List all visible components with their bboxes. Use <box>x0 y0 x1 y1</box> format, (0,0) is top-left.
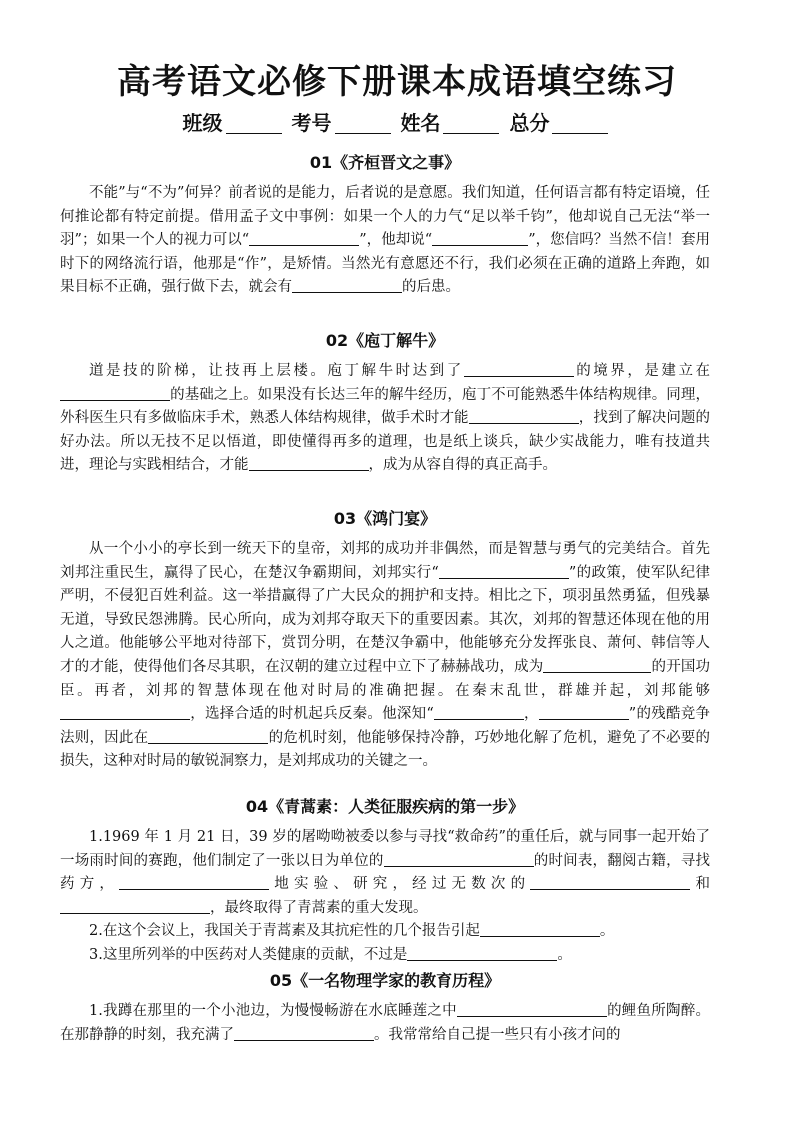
text-run: 的境界，是建立在 <box>573 363 711 379</box>
text-run: 道是技的阶梯，让技再上层楼。庖丁解牛时达到了 <box>89 363 464 379</box>
text-run: ，选择合适的时机起兵反秦。他深知“ <box>190 706 434 723</box>
fill-blank[interactable] <box>60 897 210 914</box>
text-run: ”，他却说“ <box>359 232 433 249</box>
section-heading: 03《鸿门宴》 <box>333 509 437 528</box>
fill-blank[interactable] <box>457 1000 607 1017</box>
name-blank[interactable] <box>443 113 499 134</box>
class-label: 班级 <box>182 111 223 135</box>
number-blank[interactable] <box>335 113 391 134</box>
text-run: 。 <box>557 946 572 963</box>
text-run: ， <box>523 706 539 723</box>
score-blank[interactable] <box>552 113 608 134</box>
text-run: ”的政策，使军队纪律严明，不侵犯百姓利益。这一举措赢得了广大民众的拥护和支持。相比之下，项羽虽然勇猛，但残暴无道，导致民怨沸腾。民心所向，成为刘邦夺取天下的重要因素。其次，刘邦的智慧还体现在他的用人之道。他能够公平地对待部下，赏罚分明，在楚汉争霸中，他能够充分发挥张良、萧何、韩信等人才的才能，使得他们各尽其职，在汉朝的建立过程中立下了赫赫战功，成为 <box>60 564 710 675</box>
score-label: 总分 <box>509 111 550 135</box>
section-01 <box>60 152 710 300</box>
section-paragraph <box>60 182 710 300</box>
fill-blank[interactable] <box>384 850 534 867</box>
text-run: 的鲤鱼所陶醉。在那静静的时刻，我充满了 <box>60 1003 711 1043</box>
text-run: 的危机时刻，他能够保持冷静，巧妙地化解了危机，避免了不必要的损失，这种对时局的敏锐洞察力，是刘邦成功的关键之一。 <box>60 729 711 770</box>
fill-blank[interactable] <box>234 1024 374 1041</box>
text-run: 不能”与“不为”何异？前者说的是能力，后者说的是意愿。我们知道，任何语言都有特定语境，任何推论都有特定前提。借用孟子文中事例：如果一个人的力气“足以举千钧”，他却说自己无法“举一羽”；如果一个人的视力可以“ <box>60 185 710 249</box>
question-item-3 <box>60 944 710 968</box>
section-02 <box>60 330 710 478</box>
fill-blank[interactable] <box>60 703 190 720</box>
class-blank[interactable] <box>226 113 282 134</box>
page-title: 高考语文必修下册课本成语填空练习 <box>117 62 677 102</box>
text-run: 地实验、研究，经过无数次的 <box>269 876 531 893</box>
number-label: 考号 <box>291 111 332 135</box>
fill-blank[interactable] <box>539 703 629 720</box>
text-run: 2.在这个会议上，我国关于青蒿素及其抗疟性的几个报告引起 <box>89 923 480 940</box>
fill-blank[interactable] <box>530 873 690 890</box>
text-run: 从一个小小的亭长到一统天下的皇帝，刘邦的成功并非偶然，而是智慧与勇气的完美结合。首先刘邦注重民生，赢得了民心，在楚汉争霸期间，刘邦实行“ <box>60 541 710 581</box>
fill-blank[interactable] <box>249 229 359 246</box>
fill-blank[interactable] <box>148 727 268 744</box>
text-run: ，找到了解决问题的好办法。所以无技不足以悟道，即使懂得再多的道理，也是纸上谈兵，缺少实战能力，唯有技道共进，理论与实践相结合，才能 <box>60 410 711 474</box>
fill-blank[interactable] <box>480 920 600 937</box>
text-run: ”的残酷竞争法则，因此在 <box>60 706 710 746</box>
text-run: 3.这里所列举的中医药对人类健康的贡献，不过是 <box>89 946 408 963</box>
text-run: 1.我蹲在那里的一个小池边，为慢慢畅游在水底睡莲之中 <box>89 1003 457 1019</box>
text-run: 和 <box>690 876 711 893</box>
fill-blank[interactable] <box>543 656 651 673</box>
name-label: 姓名 <box>400 111 441 135</box>
text-run: 的后患。 <box>402 279 460 296</box>
fill-blank[interactable] <box>119 873 269 890</box>
section-heading: 04《青蒿素：人类征服疾病的第一步》 <box>245 797 525 816</box>
text-run: 的时间表，翻阅古籍，寻找药方， <box>60 852 711 893</box>
section-03 <box>60 508 710 774</box>
section-04 <box>60 796 710 968</box>
text-run: 。 <box>599 923 615 940</box>
text-run: 的基础之上。如果没有长达三年的解牛经历，庖丁不可能熟悉牛体结构规律。同理，外科医生只有多做临床手术，熟悉人体结构规律，做手术时才能 <box>60 386 710 427</box>
section-paragraph <box>60 360 710 478</box>
fill-blank[interactable] <box>439 562 569 579</box>
student-info-line <box>0 108 794 138</box>
section-paragraph <box>60 538 710 774</box>
fill-blank[interactable] <box>407 944 557 961</box>
section-heading: 01《齐桓晋文之事》 <box>309 153 461 172</box>
section-heading: 02《庖丁解牛》 <box>325 331 445 350</box>
section-05 <box>60 970 710 1047</box>
text-run: ，成为从容自得的真正高手。 <box>368 457 557 474</box>
text-run: 1.1969 年 1 月 21 日，39 岁的屠呦呦被委以参与寻找“救命药”的重任后，就与同事一起开始了一场雨时间的赛跑，他们制定了一张以日为单位的 <box>60 829 710 869</box>
text-run: ”，您信吗？当然不信！套用时下的网络流行语，他那是“作”，是矫情。当然光有意愿还不行，我们必须在正确的道路上奔跑，如果目标不正确，强行做下去，就会有 <box>60 232 710 296</box>
fill-blank[interactable] <box>464 360 574 377</box>
fill-blank[interactable] <box>432 229 528 246</box>
text-run: 。我常常给自己提一些只有小孩才问的 <box>374 1026 621 1043</box>
fill-blank[interactable] <box>292 276 402 293</box>
section-heading: 05《一名物理学家的教育历程》 <box>269 971 501 990</box>
fill-blank[interactable] <box>60 384 170 401</box>
fill-blank[interactable] <box>249 454 369 471</box>
question-item-2 <box>60 920 710 944</box>
question-item-1 <box>60 826 710 920</box>
fill-blank[interactable] <box>434 703 524 720</box>
question-item-1 <box>60 1000 710 1047</box>
text-run: 的开国功臣。再者，刘邦的智慧体现在他对时局的准确把握。在秦末乱世，群雄并起，刘邦能够 <box>60 658 711 699</box>
fill-blank[interactable] <box>469 407 579 424</box>
text-run: ，最终取得了青蒿素的重大发现。 <box>210 899 428 916</box>
